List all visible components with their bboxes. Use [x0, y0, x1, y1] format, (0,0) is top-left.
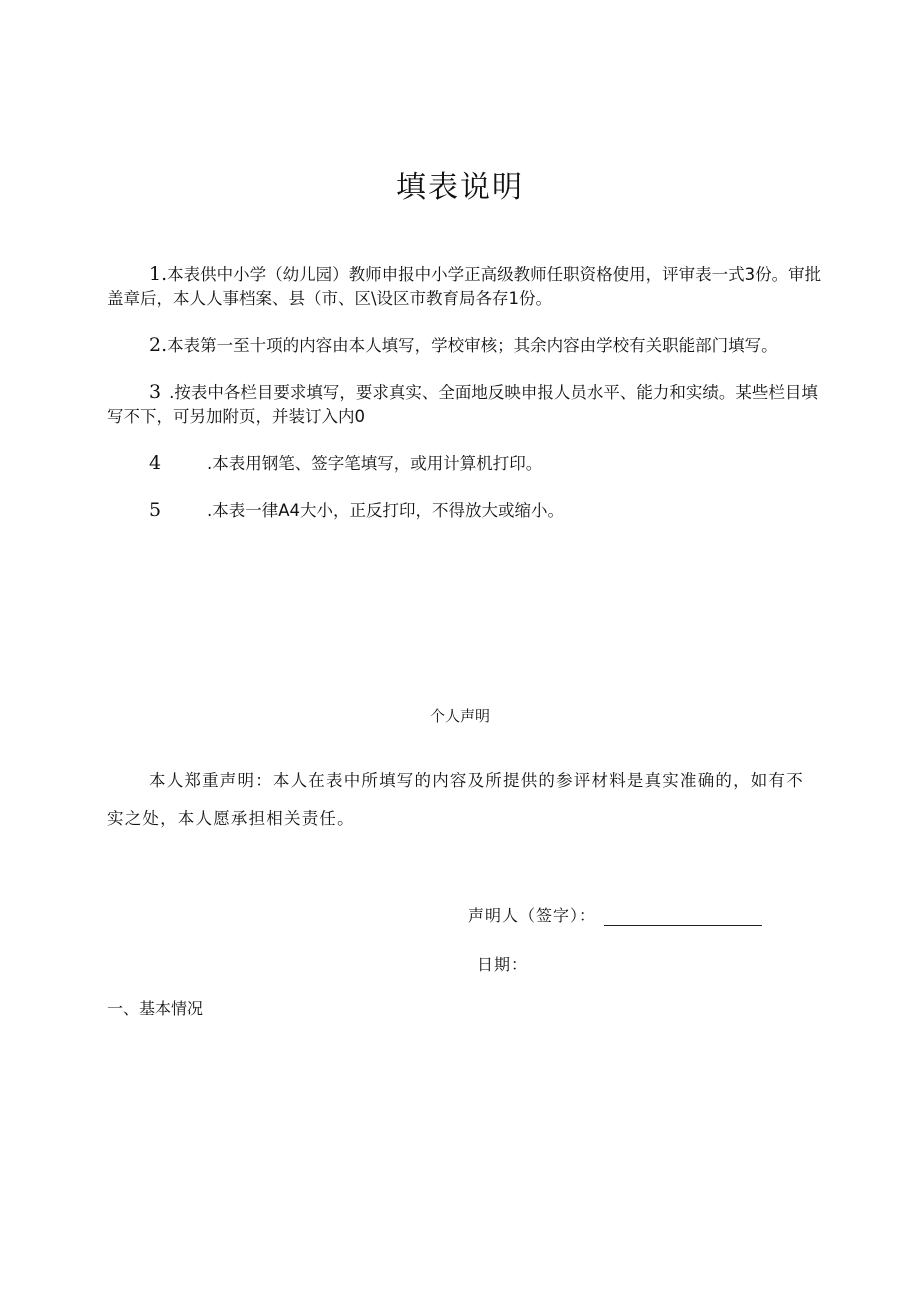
page-title: 填表说明 [396, 170, 524, 205]
instruction-number: 4 [149, 452, 162, 474]
signer-label: 声明人（签字）： [468, 906, 597, 925]
instruction-item-5 [107, 498, 822, 523]
instruction-number: 3 [149, 381, 162, 403]
signer-row [468, 903, 762, 926]
instruction-number: 5 [149, 499, 162, 521]
instruction-text: .按表中各栏目要求填写，要求真实、全面地反映申报人员水平、能力和实绩。某些栏目填写不下，可另加附页，并装订入内0 [107, 383, 818, 426]
instruction-text: 本表供中小学（幼儿园）教师申报中小学正高级教师任职资格使用，评审表一式3份。审批盖章后，本人人事档案、县（市、区\设区市教育局各存1份。 [107, 265, 822, 308]
instruction-item-2 [107, 333, 822, 358]
instruction-number: 1. [149, 263, 168, 285]
instructions-list [107, 262, 822, 545]
instruction-text: .本表一律A4大小，正反打印，不得放大或缩小。 [207, 501, 565, 520]
instruction-text: 本表第一至十项的内容由本人填写，学校审核；其余内容由学校有关职能部门填写。 [167, 336, 778, 355]
instruction-text: .本表用钢笔、签字笔填写，或用计算机打印。 [207, 454, 543, 473]
instruction-item-4 [107, 451, 822, 476]
declaration-heading: 个人声明 [429, 707, 490, 725]
signature-line[interactable] [604, 907, 762, 926]
instruction-item-1 [107, 262, 822, 311]
instruction-number: 2. [149, 334, 168, 356]
instruction-item-3 [107, 380, 822, 429]
section-heading: 一、基本情况 [107, 999, 204, 1018]
date-label: 日期： [477, 955, 529, 974]
declaration-body: 本人郑重声明：本人在表中所填写的内容及所提供的参评材料是真实准确的，如有不实之处，本人愿承担相关责任。 [107, 771, 804, 828]
